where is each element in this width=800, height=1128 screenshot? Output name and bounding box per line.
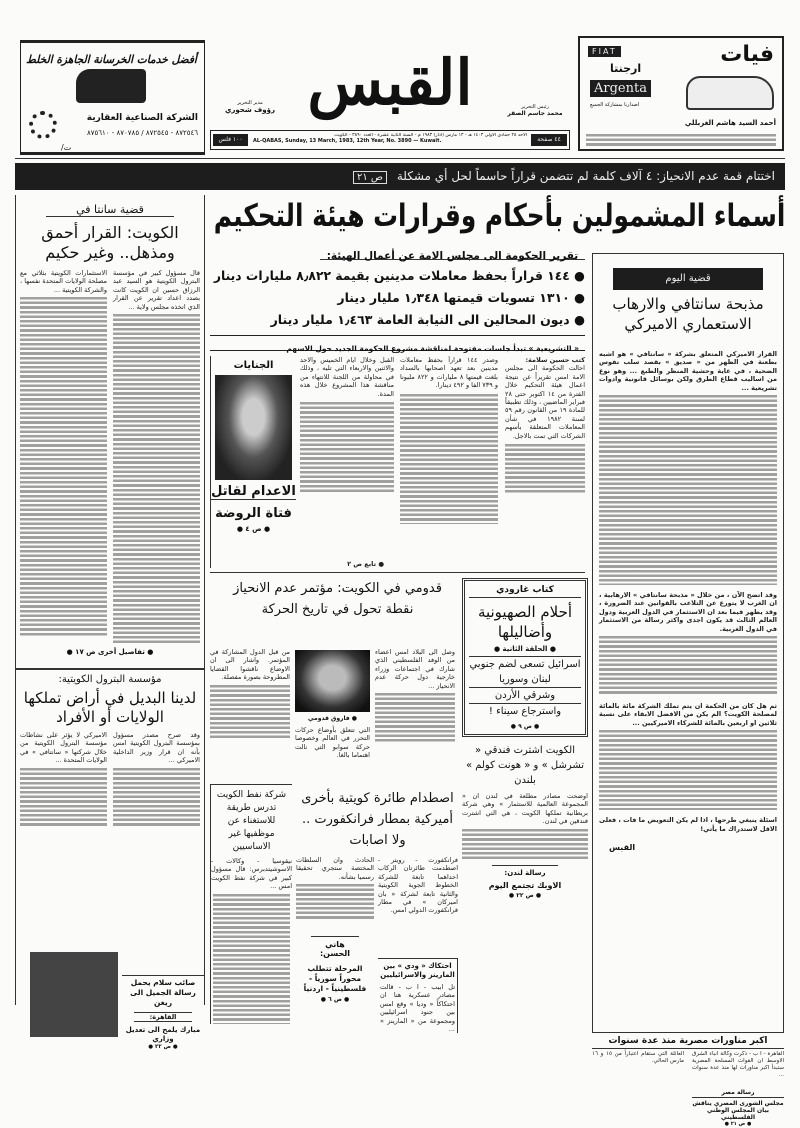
koc-story [210, 784, 292, 1024]
header-rule [15, 158, 785, 159]
qaddoumi-col-1 [375, 648, 455, 783]
salam-story [122, 975, 204, 1050]
clash-headline[interactable]: احتكاك « ودي » بين المارينز والاسرائيليين [380, 962, 455, 979]
ad-phone-label: ت/ [61, 143, 72, 152]
date-arabic: الاحد ٢٨ جمادى الاولى ١٤٠٣ هـ - ١٣ مارس (اذار) ١٩٨٣ م - السنة الثانية عشرة - العدد ٣٨٩٠ - الكويت [334, 133, 527, 138]
salam-headline[interactable]: صائب سلام يحمل رسالة الجميل الى ريغن [122, 975, 204, 1008]
book-title[interactable]: أحلام الصهيونية وأضاليلها [477, 603, 573, 641]
clash-lead: تل ابيب - ا ب - قالت مصادر عسكرية هنا ان احتكاكاً « وديا » وقع امس بين جنود اسرائيليين ومجموعة من « المارينز » ... [380, 983, 455, 1034]
cairo-label-left: القاهرة: [134, 1012, 192, 1022]
clash-box [378, 958, 458, 1033]
crime-page[interactable]: ● ص ٤ ● [236, 525, 271, 533]
top-banner [15, 163, 785, 190]
page-count-badge: ٤٤ صفحة [531, 134, 567, 146]
banner-page[interactable]: ص ٢١ [353, 171, 387, 184]
managing-editor [215, 100, 285, 114]
santafe-kicker: قضية سانتا في [46, 203, 174, 217]
qaddoumi-col-3: التي تتعلق بأوضاع حركات التحرر في العالم وخصوصا حركة سوابو التي نالت اهتماما بالغا. [295, 726, 370, 760]
cairo-page[interactable]: ● ص ٢١ ● [724, 1121, 752, 1127]
kpc-kicker: مؤسسة البترول الكويتية: [16, 668, 204, 685]
cairo-headline[interactable]: مجلس الشورى المصري يناقش بيان المجلس الوطني الفلسطيني [692, 1100, 784, 1121]
hassan-box [296, 936, 374, 1003]
bullet-text: ١٤٤ قراراً بحفظ معاملات مدينين بقيمة ٨٫٨٢٢ مليارات دينار [213, 268, 570, 283]
mubarak-headline[interactable]: مبارك يلمح الى تعديل وزاري [125, 1026, 201, 1043]
plane-lead [378, 856, 458, 915]
bullet-item: ● ١٣١٠ تسويات قيمتها ١٫٣٤٨ مليار دينار [337, 290, 585, 305]
issue-p1: القرار الاميركي المتعلق بشركة « سانتافي » هو اشبه بطعنة في الظهر من « صديق » بقصد سلب نفوس الضحية ، في غاية وحشية المنظر والطبع ... وهو نوع من اساليب قطاع الطرق ولكن بوسائل قانونية وادوات تشريعية ... [599, 350, 777, 392]
issue-p3: ثم هل كان من الحكمة ان يتم تملك الشركة مائة بالمائة لمصلحة الكويت؟ الم يكن من الافضل الابقاء على نسبة ثلاثين او اربعين بالمائة للشركاء الاميركيين ... [599, 702, 777, 727]
issue-label: قضية اليوم [613, 268, 763, 290]
ad-fiat [578, 36, 784, 151]
hassan-label: هاني الحسن: [311, 936, 359, 958]
ad-fine-print [586, 134, 776, 146]
hassan-headline[interactable]: المرحلة تتطلب محوراً سورياً - فلسطينياً - اردنياً [303, 964, 367, 993]
bullet-text: ١٣١٠ تسويات قيمتها ١٫٣٤٨ مليار دينار [337, 290, 570, 305]
koc-headline[interactable]: شركة نفط الكويت تدرس طريقة للاستغناء عن موظفيها غير الاساسيين [216, 790, 287, 852]
main-col-1-text: احالت الحكومة الى مجلس الامة امس تقريراً عن نتيجة اعمال هيئة التحكيم خلال الفترة من ١٤ اكتوبر حتى ٢٨ فبراير الماضيين ، وذلك تطبيقاً للمادة ١٩ من القانون رقم ٥٩ لسنة ١٩٨٢ في شأن المعاملات المتعلقة بأسهم الشركات التي تمت بالاجل. [505, 364, 585, 440]
crime-label: الجنايات [233, 360, 274, 371]
qaddoumi-col-2-text: من قبل الدول المشاركة في المؤتمر. واشار الى ان الاوضاع ناقشوا القضايا المطروحة بصورة مفصلة. [210, 648, 290, 682]
plane-headline[interactable]: اصطدام طائرة كويتية بأخرى أميركية بمطار فرانكفورت .. ولا اصابات [301, 791, 454, 848]
ad-phones: ٨٧٢٥٤٦ - ٨٧٢٥٤٥ / ٨٧٠٧٨٥ - ٨٧٥٦١٠ [86, 129, 198, 137]
santafe-headline[interactable]: الكويت: القرار أحمق ومذهل.. وغير حكيم [41, 223, 179, 262]
main-col-2 [400, 356, 498, 568]
egypt-col-a: القاهرة - ا ب - ذكرت وكالة انباء الشرق الاوسط ان القوات المسلحة المصرية ستبدأ اكبر مناورات لها منذ عدة سنوات ... [692, 1051, 784, 1078]
book-hotels-column [462, 578, 588, 899]
cairo-label: رسالة مصر [692, 1089, 784, 1098]
main-col-3-text: القبل وخلال ايام الخميس والاحد والاثنين والاربعاء التي تليه ، وذلك في محاولة من اللجنة للانتهاء من مناقشة هذا المشروع خلال هذه المدة. [300, 356, 394, 398]
section-divider [210, 572, 585, 573]
ad-brand: فيات [720, 42, 774, 67]
masthead-logo: القبس [307, 46, 473, 119]
book-box [462, 578, 588, 737]
book-item: وشرقي الأردن [469, 687, 581, 703]
plane-col-2 [296, 856, 374, 932]
main-headline[interactable]: أسماء المشمولين بأحكام وقرارات هيئة التحكيم [213, 198, 785, 234]
hotels-story [462, 743, 588, 899]
editor-in-chief-name: محمد جاسم الصقر [507, 110, 563, 117]
date-bar [210, 130, 570, 150]
main-headline-wrap [210, 193, 785, 239]
book-episode: ● الحلقة الثانية ● [494, 645, 556, 653]
kpc-col-b: الاميركي لا يؤثر على نشاطات مؤسسة البترول الكويتية من خلال شركتها « سانتافي » في الولايات المتحدة ... [20, 731, 107, 765]
continued-link[interactable]: ● تابع ص ٢ [347, 559, 384, 568]
main-bullets [210, 265, 585, 331]
santafe-col-a: قال مسؤول كبير في مؤسسة البترول الكويتية هو السيد عبد الرزاق حسين ان الكويت كانت بصدد اعداد تقرير عن القرار الذي اتخذه مجلس ولاية ... [113, 269, 200, 311]
ad-tagline: اصدارنا بمشاركة الجميع [590, 102, 640, 108]
bullet-text: ديون المحالين الى النيابة العامة ١٫٤٦٣ مليار دينار [270, 312, 570, 327]
london-label: رسالة لندن: [492, 865, 558, 877]
issue-signature: القبس [609, 843, 636, 853]
issue-box [592, 253, 784, 1033]
kpc-headline[interactable]: لدينا البديل في أراض تملكها الولايات أو الأفراد [23, 689, 197, 727]
qaddoumi-photo [295, 650, 370, 712]
qaddoumi-col-2 [210, 648, 290, 780]
hassan-page[interactable]: ● ص ٦ ● [320, 996, 350, 1003]
plane-lead-text: فرانكفورت - رويتر - اصطدمت طائرتان الركاب احداهما تابعة للشركة الخطوط الجوية الكويتية والثانية تابعة لشركة « بان اميركان » في مطار فرانكفورت الدولي امس. [378, 856, 458, 915]
book-kicker: كتاب غارودي [469, 585, 581, 598]
plane-col-2-text: الحادث وان السلطات المختصة ستجري تحقيقا رسميا بشأنه. [296, 856, 374, 881]
ad-model-ar: ارجنتا [610, 62, 642, 75]
ad-company: الشركة الصناعية العقارية [86, 113, 198, 123]
hotels-headline[interactable]: الكويت اشترت فندقي « تشرشل » و « هونت كولم » بلندن [465, 745, 585, 786]
qaddoumi-caption: ● فاروق قدومي [307, 715, 358, 722]
legislative-bar[interactable]: « التشريعية » تبدأ جلسات مفتوحة لمناقشة مشروع الحكومة الجديد حول الاسهم [286, 344, 579, 353]
crime-headline-2[interactable]: فتاة الروضة [215, 506, 292, 521]
date-english: AL-QABAS, Sunday, 13 March, 1983, 12th Year, No. 3890 — Kuwait. [253, 138, 442, 144]
qaddoumi-lead: وصل الى البلاد امس اعضاء من الوفد الفلسطيني الذي شارك في اجتماعات وزراء خارجية دول حركة عدم الانحياز ... [375, 648, 455, 690]
ad-model-en: Argenta [590, 80, 651, 97]
book-page[interactable]: ● ص ٩ ● [510, 723, 540, 730]
book-item: اسرائيل تسعى لضم جنوبي لبنان وسوريا [469, 656, 581, 687]
issue-headline[interactable]: مذبحة سانتافي والارهاب الاستعماري الاميركي [612, 295, 764, 333]
santafe-col-b: الاستثمارات الكويتية بثلاثي مع مصلحة الولايات المتحدة نفسها ، والشركة الكويتية ... [20, 269, 107, 294]
cairo-letter [692, 1089, 784, 1098]
hotels-lead: اوضحت مصادر مطلعة في لندن ان « المجموعة العالمية للاستثمار » وهي شركة بريطانية تملكها الكويت ، هي التي اشترت فندقين في لندن. [462, 792, 588, 826]
mubarak-page[interactable]: ● ص ٢٢ ● [148, 1044, 178, 1050]
managing-editor-label: مدير التحرير [237, 100, 263, 106]
gear-logo-icon [29, 111, 57, 139]
main-col-1 [505, 356, 585, 568]
banner-text[interactable]: اختتام قمة عدم الانحياز: ٤ آلاف كلمة لم تتضمن قراراً حاسماً لحل أي مشكلة [396, 169, 775, 183]
egypt-headline[interactable]: اكبر مناورات مصرية منذ عدة سنوات [592, 1035, 784, 1049]
ad-slogan-wrap [25, 48, 200, 64]
left-bottom-photo [30, 952, 118, 1037]
issue-p2: وقد اتضح الآن ، من خلال « مذبحة سانتافي » الارهابية ، ان الغرب لا يتورع عن التلاعب بالقوانين عند الضرورة ، وقد يظهر فيما بعد ان الاستثمار في الدول العربية ودول العالم الثالث قد يكون اجدى واكثر رسالة من الاستثمار في الدول الغربية. [599, 591, 777, 633]
cairo-story [692, 1100, 784, 1128]
qaddoumi-headline[interactable]: قدومي في الكويت: مؤتمر عدم الانحياز نقطة تحول في تاريخ الحركة [233, 581, 442, 617]
price-badge: ١٠٠ فلس [213, 134, 248, 146]
legislative-bar-wrap [210, 335, 585, 351]
fiat-logo: FIAT [588, 46, 621, 57]
crime-photo [215, 375, 292, 480]
editor-in-chief-label: رئيس التحرير [521, 104, 549, 110]
main-subhead: تقرير الحكومة الى مجلس الامة عن أعمال الهيئة: [326, 250, 579, 262]
managing-editor-name: رؤوف شحوري [224, 106, 276, 114]
bullet-item: ● ديون المحالين الى النيابة العامة ١٫٤٦٣ مليار دينار [270, 312, 585, 327]
london-page[interactable]: ● ص ٢٢ ● [508, 891, 542, 899]
main-col-3 [300, 356, 394, 568]
egypt-col-b: العائلة التي ستقام اعتباراً من ١٥ و ١٦ مارس الحالي. [592, 1051, 684, 1064]
koc-lead: نيقوسيا - وكالات - الاسوشيتدبرس: قال مسؤول كبير في شركة نفط الكويت امس ... [211, 857, 292, 891]
truck-icon [76, 69, 146, 103]
car-image [686, 76, 774, 110]
issue-p4: اسئلة ينبغي طرحها ، اذا لم يكن التعويض ما فات ، فعلى الاقل لاستدراك ما يأتي! [599, 816, 777, 833]
crime-headline-1[interactable]: الاعدام لقاتل [211, 484, 296, 499]
left-column [15, 195, 205, 1005]
egypt-story [592, 1035, 784, 1096]
byline: كتب حسين سلامة: [525, 356, 585, 364]
london-headline[interactable]: الاوبك تجتمع اليوم [488, 880, 562, 890]
ad-slogan: أفضل خدمات الخرسانة الجاهزة الخلط [26, 53, 197, 66]
bullet-item: ● ١٤٤ قراراً بحفظ معاملات مدينين بقيمة ٨٫٨٢٢ مليارات دينار [213, 268, 585, 283]
editor-in-chief [495, 104, 575, 117]
main-subhead-wrap [320, 244, 585, 260]
santafe-continued[interactable]: ● تفاصيل أخرى ص ١٧ ● [66, 648, 154, 657]
main-col-2-text: وصدر ١٤٤ قراراً بحفظ معاملات مدينين بعد تعهد اصحابها بالسداد بلغت قيمتها ٨ مليارات و ٨٢٢ مليونا و ٧٣٩ الفا و ٤٩٢ دينارا. [400, 356, 498, 390]
crime-box [210, 356, 296, 568]
book-item: واسترجاع سيناء ! [469, 703, 581, 719]
ad-concrete [20, 40, 205, 155]
kpc-col-a: وقد صرح مصدر مسؤول بمؤسسة البترول الكويتية امس بأنه ان قرار وزير الداخلية الاميركي ... [113, 731, 200, 765]
ad-dealer: أحمد السيد هاشم الغربللي [684, 119, 776, 127]
